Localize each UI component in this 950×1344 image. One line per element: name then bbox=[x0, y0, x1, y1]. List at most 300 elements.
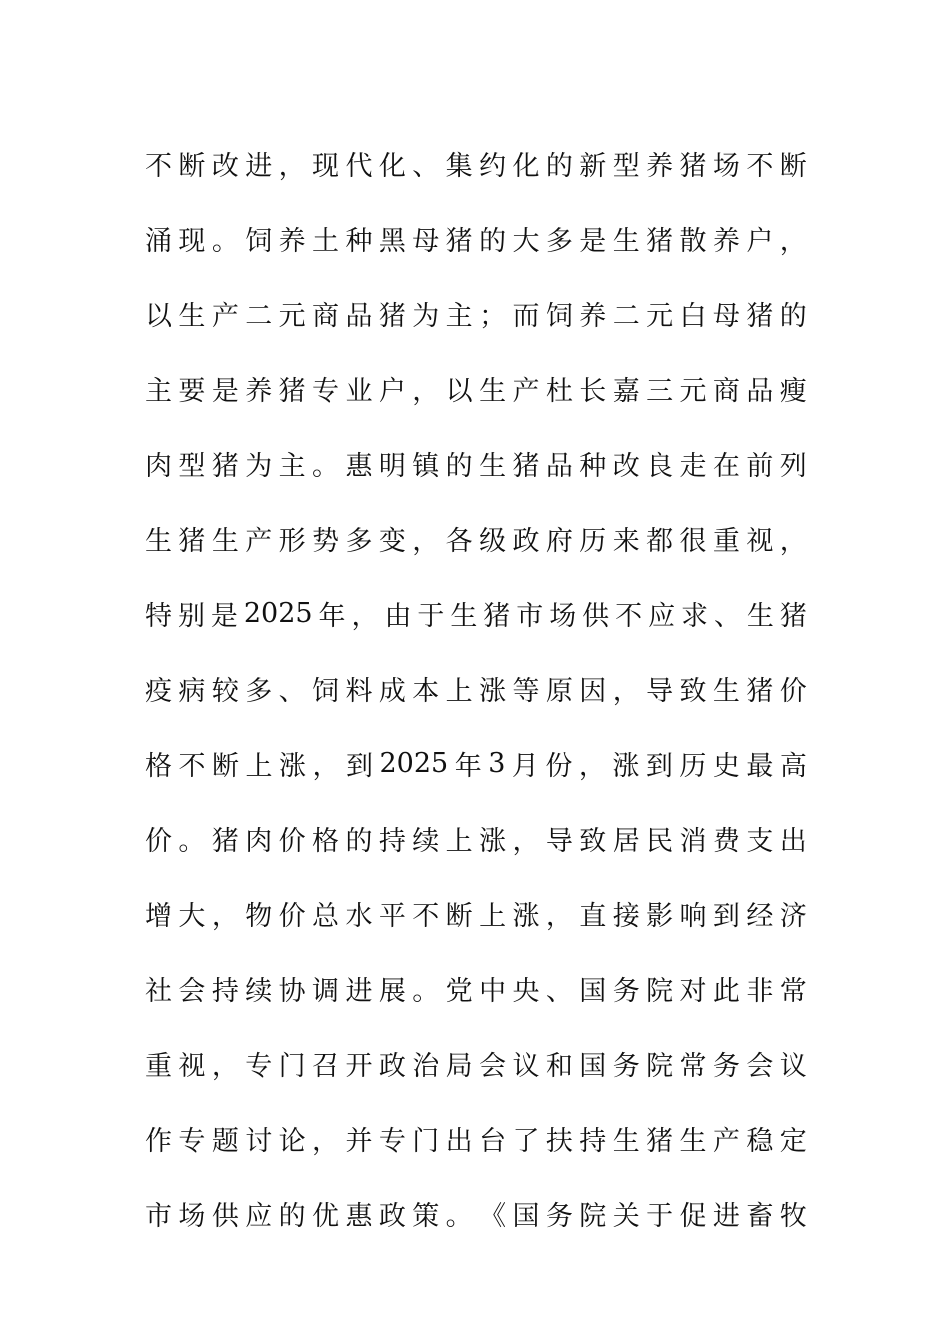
text-line bbox=[145, 351, 807, 426]
text-glyph: 产 bbox=[512, 376, 540, 407]
text-glyph: 现 bbox=[312, 151, 340, 182]
text-glyph: 于 bbox=[417, 601, 445, 632]
text-glyph: 市 bbox=[145, 1201, 172, 1232]
text-line bbox=[145, 651, 807, 726]
text-glyph: 猪 bbox=[445, 226, 473, 257]
text-glyph: 断 bbox=[445, 901, 473, 932]
text-glyph: 和 bbox=[545, 1051, 573, 1082]
text-glyph: 饲 bbox=[245, 226, 273, 257]
text-glyph: 瘦 bbox=[779, 376, 807, 407]
text-glyph: 了 bbox=[512, 1126, 540, 1157]
text-glyph: 集 bbox=[445, 151, 473, 182]
text-glyph: 生 bbox=[178, 301, 206, 332]
text-glyph: 的 bbox=[278, 1201, 306, 1232]
text-glyph: 响 bbox=[679, 901, 707, 932]
text-glyph: 高 bbox=[779, 751, 807, 782]
text-line bbox=[145, 876, 807, 951]
text-glyph: 以 bbox=[445, 376, 473, 407]
text-line bbox=[145, 201, 807, 276]
text-glyph: 《 bbox=[479, 1201, 507, 1232]
text-glyph: 。 bbox=[312, 451, 340, 482]
text-glyph: 改 bbox=[612, 451, 640, 482]
text-glyph: 专 bbox=[245, 1051, 273, 1082]
text-glyph: 。 bbox=[211, 226, 239, 257]
text-glyph: 改 bbox=[211, 151, 239, 182]
text-glyph: 长 bbox=[579, 376, 607, 407]
text-glyph: 重 bbox=[145, 1051, 172, 1082]
text-glyph: 务 bbox=[612, 1051, 640, 1082]
text-glyph: 生 bbox=[679, 1126, 707, 1157]
text-glyph: 涨 bbox=[479, 826, 507, 857]
text-glyph: 政 bbox=[378, 1051, 406, 1082]
text-glyph: 商 bbox=[712, 376, 740, 407]
text-glyph: 猪 bbox=[646, 226, 674, 257]
text-glyph: 断 bbox=[178, 151, 206, 182]
text-glyph: 持 bbox=[211, 976, 239, 1007]
text-glyph: 生 bbox=[612, 1126, 640, 1157]
text-glyph: 价 bbox=[779, 676, 807, 707]
text-glyph: 母 bbox=[412, 226, 440, 257]
text-glyph: 元 bbox=[278, 301, 306, 332]
text-glyph: 会 bbox=[479, 1051, 507, 1082]
text-glyph: 不 bbox=[145, 151, 172, 182]
text-glyph: 出 bbox=[779, 826, 807, 857]
text-glyph: 局 bbox=[445, 1051, 473, 1082]
text-glyph: 召 bbox=[312, 1051, 340, 1082]
text-glyph: 的 bbox=[345, 826, 373, 857]
text-glyph: 变 bbox=[378, 526, 406, 557]
text-glyph: 猪 bbox=[646, 1126, 674, 1157]
text-glyph: 月 bbox=[511, 751, 539, 782]
text-glyph: 成 bbox=[378, 676, 406, 707]
text-glyph: 肉 bbox=[245, 826, 273, 857]
text-glyph: 价 bbox=[145, 826, 172, 857]
text-glyph: 主 bbox=[278, 451, 306, 482]
text-glyph: 肉 bbox=[145, 451, 172, 482]
text-glyph: 2025 bbox=[379, 748, 449, 779]
text-glyph: 产 bbox=[245, 526, 273, 557]
text-glyph: 嘉 bbox=[612, 376, 640, 407]
text-glyph: 上 bbox=[445, 826, 473, 857]
text-glyph: 求 bbox=[681, 601, 709, 632]
text-glyph: 价 bbox=[278, 901, 306, 932]
text-glyph: 上 bbox=[479, 901, 507, 932]
text-glyph: ， bbox=[211, 1051, 239, 1082]
text-glyph: 生 bbox=[479, 451, 507, 482]
text-glyph: 平 bbox=[378, 901, 406, 932]
text-glyph: 在 bbox=[712, 451, 740, 482]
text-glyph: ， bbox=[351, 601, 379, 632]
text-glyph: 国 bbox=[512, 1201, 540, 1232]
text-glyph: 致 bbox=[579, 826, 607, 857]
text-glyph: 最 bbox=[746, 751, 774, 782]
text-glyph: 为 bbox=[245, 451, 273, 482]
text-glyph: 议 bbox=[512, 1051, 540, 1082]
text-glyph: ， bbox=[412, 526, 440, 557]
text-glyph: 民 bbox=[646, 826, 674, 857]
text-glyph: 促 bbox=[679, 1201, 707, 1232]
text-glyph: 的 bbox=[545, 151, 573, 182]
text-glyph: 母 bbox=[712, 301, 740, 332]
text-glyph: 养 bbox=[245, 376, 273, 407]
text-glyph: 扶 bbox=[545, 1126, 573, 1157]
text-glyph: 会 bbox=[178, 976, 206, 1007]
text-glyph: 视 bbox=[178, 1051, 206, 1082]
text-glyph: 非 bbox=[746, 976, 774, 1007]
text-glyph: 历 bbox=[579, 526, 607, 557]
text-glyph: 涌 bbox=[145, 226, 172, 257]
text-glyph: 是 bbox=[211, 376, 239, 407]
text-glyph: 史 bbox=[712, 751, 740, 782]
text-line bbox=[145, 951, 807, 1026]
text-glyph: 专 bbox=[178, 1126, 206, 1157]
text-glyph: 。 bbox=[445, 1201, 473, 1232]
text-glyph: 生 bbox=[145, 526, 172, 557]
text-glyph: 治 bbox=[412, 1051, 440, 1082]
text-glyph: 不 bbox=[178, 751, 206, 782]
text-glyph: 。 bbox=[412, 976, 440, 1007]
text-glyph: 展 bbox=[378, 976, 406, 1007]
text-glyph: 不 bbox=[615, 601, 643, 632]
text-line bbox=[145, 1026, 807, 1101]
text-glyph: 优 bbox=[312, 1201, 340, 1232]
text-glyph: 养 bbox=[278, 226, 306, 257]
text-glyph: 列 bbox=[779, 451, 807, 482]
text-glyph: 现 bbox=[178, 226, 206, 257]
text-glyph: 生 bbox=[479, 376, 507, 407]
text-glyph: 新 bbox=[579, 151, 607, 182]
text-glyph: 猪 bbox=[679, 151, 707, 182]
text-glyph: 为 bbox=[412, 301, 440, 332]
text-glyph: 良 bbox=[646, 451, 674, 482]
text-glyph: 元 bbox=[679, 376, 707, 407]
text-glyph: 养 bbox=[646, 151, 674, 182]
text-glyph: 、 bbox=[713, 601, 741, 632]
text-glyph: 院 bbox=[579, 1201, 607, 1232]
text-glyph: 化 bbox=[378, 151, 406, 182]
text-glyph: 直 bbox=[579, 901, 607, 932]
text-glyph: 稳 bbox=[746, 1126, 774, 1157]
text-glyph: 2025 bbox=[243, 598, 313, 629]
text-glyph: 以 bbox=[145, 301, 172, 332]
text-glyph: 元 bbox=[646, 301, 674, 332]
text-line bbox=[145, 501, 807, 576]
text-glyph: 央 bbox=[512, 976, 540, 1007]
text-glyph: ； bbox=[479, 301, 507, 332]
text-glyph: 猪 bbox=[779, 601, 807, 632]
text-glyph: 场 bbox=[178, 1201, 206, 1232]
text-glyph: 进 bbox=[245, 151, 273, 182]
text-glyph: ， bbox=[512, 826, 540, 857]
text-glyph: 猪 bbox=[211, 451, 239, 482]
text-glyph: 养 bbox=[712, 226, 740, 257]
text-glyph: 务 bbox=[612, 976, 640, 1007]
text-glyph: 门 bbox=[278, 1051, 306, 1082]
text-glyph: 猪 bbox=[378, 301, 406, 332]
text-glyph: 对 bbox=[679, 976, 707, 1007]
text-glyph: 府 bbox=[545, 526, 573, 557]
text-line bbox=[145, 1101, 807, 1176]
text-glyph: 年 bbox=[318, 601, 346, 632]
text-glyph: 是 bbox=[210, 601, 238, 632]
text-glyph: 疫 bbox=[145, 676, 172, 707]
text-glyph: 二 bbox=[612, 301, 640, 332]
text-glyph: ， bbox=[779, 226, 807, 257]
text-line bbox=[145, 726, 807, 801]
text-glyph: 续 bbox=[412, 826, 440, 857]
text-glyph: 重 bbox=[712, 526, 740, 557]
text-glyph: 种 bbox=[579, 451, 607, 482]
text-glyph: 较 bbox=[211, 676, 239, 707]
text-glyph: 断 bbox=[212, 751, 239, 782]
text-line bbox=[145, 576, 807, 651]
text-glyph: 策 bbox=[412, 1201, 440, 1232]
text-glyph: 定 bbox=[779, 1126, 807, 1157]
text-line bbox=[145, 1176, 807, 1251]
text-glyph: 二 bbox=[245, 301, 273, 332]
text-glyph: 的 bbox=[779, 301, 807, 332]
text-glyph: 而 bbox=[512, 301, 540, 332]
text-glyph: 形 bbox=[278, 526, 306, 557]
text-glyph: 协 bbox=[278, 976, 306, 1007]
text-glyph: 明 bbox=[378, 451, 406, 482]
text-glyph: 生 bbox=[612, 226, 640, 257]
text-glyph: 户 bbox=[378, 376, 406, 407]
text-glyph: 中 bbox=[479, 976, 507, 1007]
text-glyph: 上 bbox=[445, 676, 473, 707]
text-glyph: 猪 bbox=[178, 526, 206, 557]
text-glyph: 于 bbox=[646, 1201, 674, 1232]
text-glyph: 品 bbox=[746, 376, 774, 407]
text-glyph: 生 bbox=[712, 676, 740, 707]
text-glyph: 要 bbox=[178, 376, 206, 407]
text-glyph: 开 bbox=[345, 1051, 373, 1082]
text-glyph: 支 bbox=[746, 826, 774, 857]
text-glyph: 土 bbox=[312, 226, 340, 257]
text-glyph: 。 bbox=[178, 826, 206, 857]
text-glyph: 影 bbox=[646, 901, 674, 932]
text-glyph: 业 bbox=[345, 376, 373, 407]
text-line bbox=[145, 801, 807, 876]
text-glyph: 猪 bbox=[278, 376, 306, 407]
text-glyph: 生 bbox=[746, 601, 774, 632]
text-glyph: 多 bbox=[245, 676, 273, 707]
text-glyph: 涨 bbox=[512, 901, 540, 932]
text-glyph: 特 bbox=[145, 601, 172, 632]
text-line bbox=[145, 126, 807, 201]
text-glyph: 猪 bbox=[211, 826, 239, 857]
text-glyph: ， bbox=[545, 901, 573, 932]
text-glyph: 社 bbox=[145, 976, 172, 1007]
text-glyph: 3 bbox=[488, 748, 506, 779]
text-glyph: 品 bbox=[345, 301, 373, 332]
text-glyph: 致 bbox=[679, 676, 707, 707]
body-text bbox=[145, 126, 807, 1251]
text-glyph: 持 bbox=[378, 826, 406, 857]
text-glyph: 产 bbox=[211, 301, 239, 332]
text-glyph: 不 bbox=[412, 901, 440, 932]
text-glyph: 应 bbox=[245, 1201, 273, 1232]
text-glyph: 价 bbox=[278, 826, 306, 857]
text-glyph: 视 bbox=[746, 526, 774, 557]
text-glyph: ， bbox=[612, 676, 640, 707]
text-glyph: 续 bbox=[245, 976, 273, 1007]
text-glyph: 涨 bbox=[612, 751, 640, 782]
text-glyph: 多 bbox=[345, 526, 373, 557]
text-glyph: 的 bbox=[445, 451, 473, 482]
text-glyph: 涨 bbox=[279, 751, 306, 782]
text-glyph: 专 bbox=[312, 376, 340, 407]
text-glyph: 接 bbox=[612, 901, 640, 932]
text-glyph: 都 bbox=[646, 526, 674, 557]
text-glyph: 杜 bbox=[545, 376, 573, 407]
text-glyph: 门 bbox=[412, 1126, 440, 1157]
text-glyph: 约 bbox=[479, 151, 507, 182]
text-glyph: 、 bbox=[278, 676, 306, 707]
text-glyph: 供 bbox=[582, 601, 610, 632]
text-glyph: 惠 bbox=[345, 451, 373, 482]
text-glyph: 大 bbox=[178, 901, 206, 932]
text-glyph: 政 bbox=[378, 1201, 406, 1232]
text-glyph: 导 bbox=[545, 826, 573, 857]
text-glyph: 场 bbox=[712, 151, 740, 182]
text-glyph: 水 bbox=[345, 901, 373, 932]
text-glyph: 政 bbox=[512, 526, 540, 557]
text-glyph: 总 bbox=[312, 901, 340, 932]
text-glyph: 猪 bbox=[746, 301, 774, 332]
text-glyph: 来 bbox=[612, 526, 640, 557]
text-glyph: ， bbox=[578, 751, 606, 782]
text-glyph: 年 bbox=[454, 751, 482, 782]
text-glyph: 此 bbox=[712, 976, 740, 1007]
text-glyph: ， bbox=[211, 901, 239, 932]
text-glyph: 会 bbox=[746, 1051, 774, 1082]
text-glyph: 代 bbox=[345, 151, 373, 182]
text-glyph: 畜 bbox=[746, 1201, 774, 1232]
text-glyph: 费 bbox=[712, 826, 740, 857]
text-glyph: 型 bbox=[612, 151, 640, 182]
text-glyph: 走 bbox=[679, 451, 707, 482]
text-glyph: 牧 bbox=[779, 1201, 807, 1232]
text-glyph: 断 bbox=[779, 151, 807, 182]
text-glyph: ， bbox=[779, 526, 807, 557]
text-glyph: 种 bbox=[345, 226, 373, 257]
text-glyph: 、 bbox=[412, 151, 440, 182]
text-glyph: 进 bbox=[345, 976, 373, 1007]
text-glyph: 常 bbox=[779, 976, 807, 1007]
text-glyph: 台 bbox=[479, 1126, 507, 1157]
text-line bbox=[145, 276, 807, 351]
text-glyph: 格 bbox=[145, 751, 172, 782]
text-line bbox=[145, 426, 807, 501]
text-glyph: 白 bbox=[679, 301, 707, 332]
text-glyph: 常 bbox=[679, 1051, 707, 1082]
text-glyph: 涨 bbox=[479, 676, 507, 707]
text-glyph: 供 bbox=[211, 1201, 239, 1232]
text-glyph: 论 bbox=[278, 1126, 306, 1157]
text-glyph: 大 bbox=[512, 226, 540, 257]
text-glyph: 消 bbox=[679, 826, 707, 857]
text-glyph: 务 bbox=[712, 1051, 740, 1082]
text-glyph: ， bbox=[412, 376, 440, 407]
text-glyph: 产 bbox=[712, 1126, 740, 1157]
text-glyph: 持 bbox=[579, 1126, 607, 1157]
text-glyph: 物 bbox=[245, 901, 273, 932]
text-glyph: 专 bbox=[378, 1126, 406, 1157]
text-glyph: 议 bbox=[779, 1051, 807, 1082]
text-glyph: 关 bbox=[612, 1201, 640, 1232]
text-glyph: 并 bbox=[345, 1126, 373, 1157]
text-glyph: ， bbox=[312, 751, 340, 782]
text-glyph: 题 bbox=[211, 1126, 239, 1157]
text-glyph: 份 bbox=[545, 751, 573, 782]
text-glyph: 上 bbox=[245, 751, 273, 782]
text-glyph: 居 bbox=[612, 826, 640, 857]
text-glyph: 别 bbox=[177, 601, 205, 632]
text-glyph: 化 bbox=[512, 151, 540, 182]
text-glyph: 前 bbox=[746, 451, 774, 482]
text-glyph: 格 bbox=[312, 826, 340, 857]
text-glyph: 型 bbox=[178, 451, 206, 482]
text-glyph: 党 bbox=[445, 976, 473, 1007]
text-glyph: ， bbox=[312, 1126, 340, 1157]
text-glyph: 历 bbox=[679, 751, 707, 782]
text-glyph: 不 bbox=[746, 151, 774, 182]
text-glyph: 国 bbox=[579, 1051, 607, 1082]
text-glyph: 因 bbox=[579, 676, 607, 707]
text-glyph: 很 bbox=[679, 526, 707, 557]
text-glyph: 院 bbox=[646, 976, 674, 1007]
text-glyph: 出 bbox=[445, 1126, 473, 1157]
text-glyph: 原 bbox=[545, 676, 573, 707]
text-glyph: 进 bbox=[712, 1201, 740, 1232]
text-glyph: 经 bbox=[746, 901, 774, 932]
text-glyph: 病 bbox=[178, 676, 206, 707]
text-glyph: 务 bbox=[545, 1201, 573, 1232]
text-glyph: 猪 bbox=[483, 601, 511, 632]
text-glyph: ， bbox=[278, 151, 306, 182]
text-glyph: 主 bbox=[445, 301, 473, 332]
text-glyph: 国 bbox=[579, 976, 607, 1007]
text-glyph: 猪 bbox=[512, 451, 540, 482]
text-glyph: 等 bbox=[512, 676, 540, 707]
text-glyph: 本 bbox=[412, 676, 440, 707]
text-glyph: 应 bbox=[648, 601, 676, 632]
text-glyph: 生 bbox=[211, 526, 239, 557]
text-glyph: 各 bbox=[445, 526, 473, 557]
text-glyph: 场 bbox=[549, 601, 577, 632]
text-glyph: 作 bbox=[145, 1126, 172, 1157]
text-glyph: 料 bbox=[345, 676, 373, 707]
text-glyph: 黑 bbox=[378, 226, 406, 257]
text-glyph: 养 bbox=[579, 301, 607, 332]
text-glyph: 、 bbox=[545, 976, 573, 1007]
text-glyph: 到 bbox=[645, 751, 673, 782]
text-glyph: 猪 bbox=[746, 676, 774, 707]
text-glyph: 是 bbox=[579, 226, 607, 257]
text-glyph: 镇 bbox=[412, 451, 440, 482]
text-glyph: 多 bbox=[545, 226, 573, 257]
text-glyph: 市 bbox=[516, 601, 544, 632]
text-glyph: 饲 bbox=[312, 676, 340, 707]
text-glyph: 生 bbox=[450, 601, 478, 632]
text-glyph: 导 bbox=[646, 676, 674, 707]
text-glyph: 品 bbox=[545, 451, 573, 482]
text-glyph: 惠 bbox=[345, 1201, 373, 1232]
text-glyph: 到 bbox=[712, 901, 740, 932]
text-glyph: 讨 bbox=[245, 1126, 273, 1157]
text-glyph: 济 bbox=[779, 901, 807, 932]
